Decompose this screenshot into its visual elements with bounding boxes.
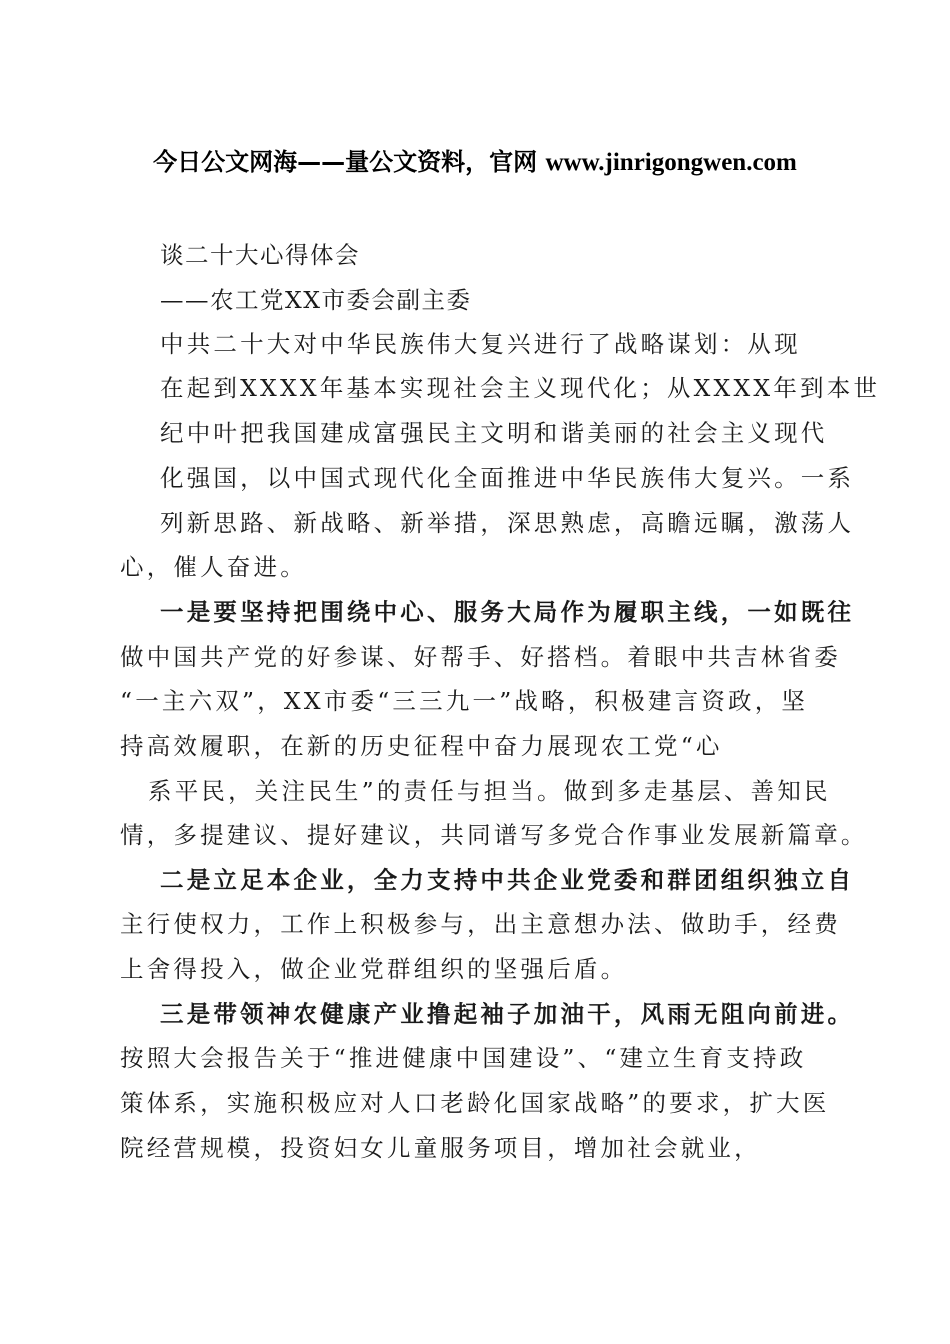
point2-lead: 二是立足本企业，全力支持中共企业党委和群团组织独立自 <box>160 866 855 894</box>
intro-line-3: 纪中叶把我国建成富强民主文明和谐美丽的社会主义现代 <box>160 419 828 447</box>
point1-line-2: “一主六双”，XX市委“三三九一”战略，积极建言资政，坚 <box>120 687 809 715</box>
point3-line-1: 按照大会报告关于“推进健康中国建设”、“建立生育支持政 <box>120 1044 807 1072</box>
site-header-url[interactable]: www.jinrigongwen.com <box>545 149 797 176</box>
site-header-text: 今日公文网海——量公文资料，官网 <box>153 148 538 176</box>
point3-lead: 三是带领神农健康产业撸起袖子加油干，风雨无阻向前进。 <box>160 1000 855 1028</box>
point2-line-2: 上舍得投入，做企业党群组织的坚强后盾。 <box>120 955 628 983</box>
point1-line-1: 做中国共产党的好参谋、好帮手、好搭档。着眼中共吉林省委 <box>120 643 841 671</box>
point3-line-2: 策体系，实施积极应对人口老龄化国家战略”的要求，扩大医 <box>120 1089 830 1117</box>
site-header <box>0 142 950 183</box>
intro-line-4: 化强国，以中国式现代化全面推进中华民族伟大复兴。一系 <box>160 464 855 492</box>
point1-lead: 一是要坚持把围绕中心、服务大局作为履职主线，一如既往 <box>160 598 855 626</box>
point1-line-5: 情，多提建议、提好建议，共同谱写多党合作事业发展新篇章。 <box>120 821 868 849</box>
point1-line-4: 系平民，关注民生”的责任与担当。做到多走基层、善知民 <box>148 777 831 805</box>
intro-line-6: 心，催人奋进。 <box>120 553 307 581</box>
point2-line-1: 主行使权力，工作上积极参与，出主意想办法、做助手，经费 <box>120 910 841 938</box>
document-title: 谈二十大心得体会 <box>160 241 360 269</box>
intro-line-5: 列新思路、新战略、新举措，深思熟虑，高瞻远瞩，激荡人 <box>160 509 855 537</box>
point1-line-3: 持高效履职，在新的历史征程中奋力展现农工党“心 <box>120 732 723 760</box>
intro-line-1: 中共二十大对中华民族伟大复兴进行了战略谋划：从现 <box>160 330 801 358</box>
document-subtitle: ——农工党XX市委会副主委 <box>160 286 472 314</box>
intro-line-2: 在起到XXXX年基本实现社会主义现代化；从XXXX年到本世 <box>160 374 881 402</box>
point3-line-3: 院经营规模，投资妇女儿童服务项目，增加社会就业， <box>120 1134 761 1162</box>
